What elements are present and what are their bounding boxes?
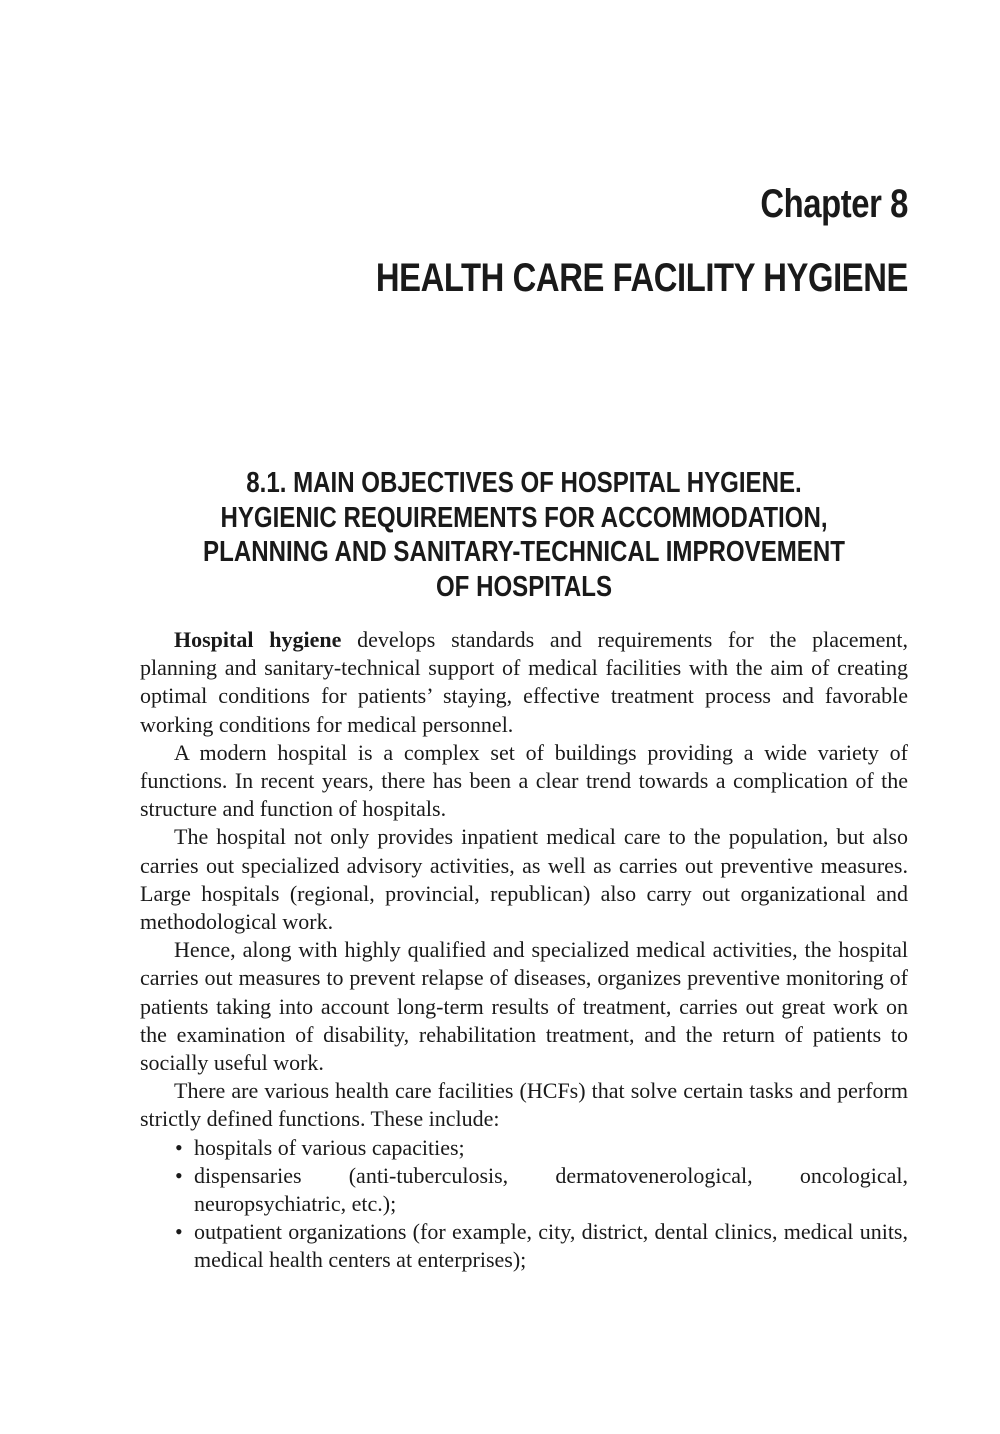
- body-text: [140, 626, 908, 1275]
- section-title-line: 8.1. MAIN OBJECTIVES OF HOSPITAL HYGIENE.: [246, 467, 802, 499]
- paragraph-text: The hospital not only provides inpatient medical care to the population, but also carries out specialized advisory activities, as well as carries out preventive measures. Large hospitals (regional, provincial, republican) also carry out organizational and methodological work.: [140, 824, 908, 935]
- bullet-icon: •: [175, 1219, 183, 1245]
- paragraph: [140, 626, 908, 739]
- paragraph-text: Hence, along with highly qualified and specialized medical activities, the hospital carries out measures to prevent relapse of diseases, organizes preventive monitoring of patients taking into account long-term results of treatment, carries out great work on the examination of disability, rehabilitation treatment, and the return of patients to socially useful work.: [140, 937, 908, 1076]
- defined-term: Hospital hygiene: [174, 627, 342, 652]
- list-item: [140, 1134, 908, 1162]
- paragraph: [140, 1077, 908, 1133]
- section-title-line: PLANNING AND SANITARY-TECHNICAL IMPROVEMENT: [203, 536, 845, 568]
- paragraph: [140, 739, 908, 824]
- list-item: [140, 1162, 908, 1218]
- list-item-text: dispensaries (anti-tuberculosis, dermatovenerological, oncological, neuropsychiatric, etc.);: [194, 1162, 908, 1217]
- section-title: [100, 466, 948, 604]
- list-item: [140, 1218, 908, 1274]
- book-page: [140, 0, 908, 1434]
- facility-list: [140, 1134, 908, 1275]
- list-item-text: outpatient organizations (for example, city, district, dental clinics, medical units, medical health centers at enterprises);: [194, 1219, 908, 1273]
- chapter-number: Chapter 8: [760, 182, 908, 226]
- bullet-icon: •: [175, 1162, 183, 1188]
- bullet-icon: •: [175, 1134, 183, 1160]
- section-title-line: OF HOSPITALS: [435, 570, 613, 603]
- section-title-line: HYGIENIC REQUIREMENTS FOR ACCOMMODATION,: [220, 501, 828, 534]
- paragraph: [140, 823, 908, 936]
- paragraph-text: develops standards and requirements for the placement, planning and sanitary-technical support of medical facilities with the aim of creating optimal conditions for patients’ staying, effective treatment process and favorable working conditions for medical personnel.: [140, 627, 909, 737]
- list-item-text: hospitals of various capacities;: [194, 1134, 465, 1160]
- paragraph-text: A modern hospital is a complex set of buildings providing a wide variety of functions. In recent years, there has been a clear trend towards a complication of the structure and function of hospitals.: [140, 739, 908, 822]
- chapter-title: HEALTH CARE FACILITY HYGIENE: [375, 256, 908, 300]
- paragraph-text: There are various health care facilities (HCFs) that solve certain tasks and perform strictly defined functions. These include:: [140, 1078, 908, 1132]
- paragraph: [140, 936, 908, 1077]
